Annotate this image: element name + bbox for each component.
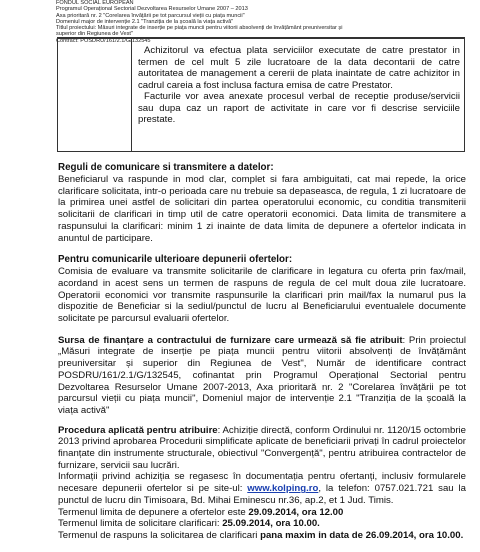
clarification-label: Termenul limita de solicitare clarificari: <box>58 518 223 530</box>
table-column-divider <box>131 38 132 151</box>
section-text: Comisia de evaluare va transmite solicitarile de clarificare in legatura cu oferta prin fax/mail, acordand in acest sens un termen de raspuns de regula de cel mult doua zile lucratoare. Operatorii economici vor transmite raspunsurile la clarificari prin mail/fax la numarul pus la dispozitie de Beneficiar si la sediul/punctul de lucru al Beneficiarului eventualele documente solicitate pe parcursul evaluarii ofertelor. <box>58 266 466 325</box>
funding-source-section <box>58 335 466 417</box>
table-border <box>58 38 464 39</box>
communication-rules-section <box>58 162 466 244</box>
header-line: Axa prioritară nr. 2 "Corelarea învățării pe tot parcursul vieții cu piața muncii" <box>56 12 245 19</box>
deadline-value: 29.09.2014, ora 12.00 <box>248 506 344 518</box>
header-line: Programul Operațional Sectorial Dezvoltarea Resurselor Umane 2007 – 2013 <box>56 6 248 13</box>
section-text: Beneficiarul va raspunde in mod clar, complet si fara ambiguitati, cat mai repede, la orice clarificare solicitata, intr-o perioada care nu trebuie sa depaseasca, de regula, 1 zi lucratoare de la primirea unei astfel de solicitari din partea operatorului economic, cu conditia transmiterii solicitarii de clarificari in timp util de catre operatorii economici. Data limita de transmitere a raspunsului la clarificari: minim 1 zi inainte de data limita de depunere a ofertelor indicata in anuntul de participare. <box>58 174 466 244</box>
website-link[interactable]: www.kolping.ro <box>247 483 319 495</box>
payment-terms-table <box>57 37 465 152</box>
header-line: Domeniul major de intervenție 2.1 "Tranziția de la școală la viața activă" <box>56 18 234 25</box>
invoice-annex-text: Facturile vor avea anexate procesul verbal de receptie produse/servicii sau dupa caz un raport de activitate in care vor fi descrise serviciile prestate. <box>138 91 460 125</box>
payment-terms-cell <box>138 45 460 126</box>
response-label: Termenul de raspuns la solicitarea de clarificari <box>58 529 261 541</box>
header-line: Contract: POSDRU/161/2.1/G/132545 <box>56 37 151 44</box>
clarification-value: 25.09.2014, ora 10.00. <box>222 518 320 530</box>
document-body <box>58 162 466 552</box>
info-text: , la telefon: 0757.021.721 sau la punctul de lucru din Timisoara, Bd. Mihai Eminescu nr.36, ap.2, et 1 Jud. Timis. <box>58 483 466 506</box>
deadline-label: Termenul limita de depunere a ofertelor este <box>58 506 249 518</box>
response-value: pana maxim in data de 26.09.2014, ora 10.00. <box>260 529 464 541</box>
section-heading: Procedura aplicată pentru atribuire <box>58 424 218 436</box>
payment-terms-text: Achizitorul va efectua plata serviciilor executate de catre prestator in termen de cel mult 5 zile lucratoare de la data decontarii de catre autoritatea de management a cererii de plata inaintate de catre achizitor in cadrul careia a fost inclusa factura emisa de catre Prestator. <box>138 45 460 91</box>
subsequent-communications-section <box>58 254 466 325</box>
section-heading: Reguli de comunicare si transmitere a datelor: <box>58 162 274 173</box>
info-text: Informații privind achiziția se regasesc în documentația pentru ofertanți, inclusiv formularele necesare depunerii ofertelor si pe site-ul: <box>58 471 466 495</box>
header-line: superior din Regiunea de Vest" <box>56 31 133 38</box>
section-text: : Achiziție directă, conform Ordinului nr. 1120/15 octombrie 2013 privind aprobarea Procedurii simplificate aplicate de beneficiarii privați în cadrul proiectelor finanțate din instrumente structurale, obiectivul "Convergență", pentru atribuirea contractelor de furnizare, servicii sau lucrări. <box>58 424 466 471</box>
header-line: Titlul proiectului: Măsuri integrate de inserție pe piața muncii pentru viitorii absolvenți de învățământ preuniversitar și <box>56 25 343 32</box>
procedure-section <box>58 425 466 542</box>
header-line: FONDUL SOCIAL EUROPEAN <box>56 0 134 6</box>
section-text: : Prin proiectul „Măsuri integrate de inserție pe piața muncii pentru viitorii absolvenți de învățământ preuniversitar și superior din Regiunea de Vest", Număr de identificare contract POSDRU/161/2.1/G/132545, cofinantat prin Programul Operațional Sectorial pentru Dezvoltarea Resurselor Umane 2007-2013, Axa prioritară nr. 2 "Corelarea învățării pe tot parcursul vieții cu piața muncii", Domeniul major de intervenție 2.1 "Tranziția de la școală la viața activă" <box>58 334 466 416</box>
section-heading: Pentru comunicarile ulterioare depunerii ofertelor: <box>58 254 293 266</box>
section-heading: Sursa de finanțare a contractului de furnizare care urmează să fie atribuit <box>58 334 403 346</box>
